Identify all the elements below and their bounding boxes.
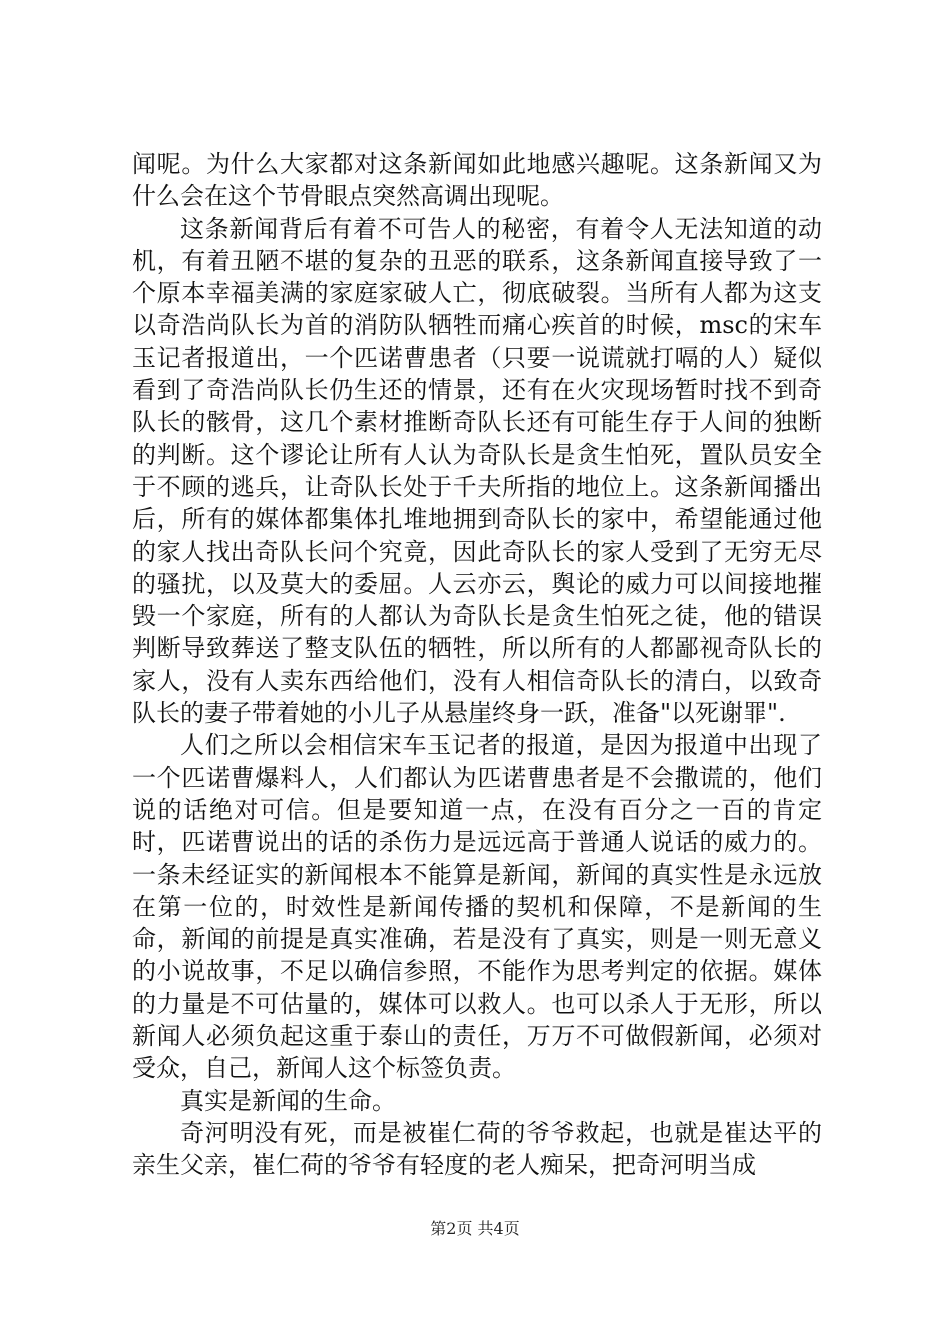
paragraph-1: 闻呢。为什么大家都对这条新闻如此地感兴趣呢。这条新闻又为什么会在这个节骨眼点突然高调出现呢。: [132, 150, 822, 211]
paragraph-5: 奇河明没有死，而是被崔仁荷的爷爷救起，也就是崔达平的亲生父亲，崔仁荷的爷爷有轻度的老人痴呆，把奇河明当成: [132, 1118, 822, 1180]
paragraph-4: 真实是新闻的生命。: [180, 1086, 396, 1115]
page-number-footer: 第2页 共4页: [430, 1219, 520, 1238]
paragraph-2: 这条新闻背后有着不可告人的秘密，有着令人无法知道的动机，有着丑陋不堪的复杂的丑恶的联系，这条新闻直接导致了一个原本幸福美满的家庭家破人亡，彻底破裂。当所有人都为这支以奇浩尚队长为首的消防队牺牲而痛心疾首的时候，msc的宋车玉记者报道出，一个匹诺曹患者（只要一说谎就打嗝的人）疑似看到了奇浩尚队长仍生还的情景，还有在火灾现场暂时找不到奇队长的骸骨，这几个素材推断奇队长还有可能生存于人间的独断的判断。这个谬论让所有人认为奇队长是贪生怕死，置队员安全于不顾的逃兵，让奇队长处于千夫所指的地位上。这条新闻播出后，所有的媒体都集体扎堆地拥到奇队长的家中，希望能通过他的家人找出奇队长问个究竟，因此奇队长的家人受到了无穷无尽的骚扰，以及莫大的委屈。人云亦云，舆论的威力可以间接地摧毁一个家庭，所有的人都认为奇队长是贪生怕死之徒，他的错误判断导致葬送了整支队伍的牺牲，所以所有的人都鄙视奇队长的家人，没有人卖东西给他们，没有人相信奇队长的清白，以致奇队长的妻子带着她的小儿子从悬崖终身一跃，准备"以死谢罪".: [132, 214, 822, 728]
paragraph-3: 人们之所以会相信宋车玉记者的报道，是因为报道中出现了一个匹诺曹爆料人，人们都认为匹诺曹患者是不会撒谎的，他们说的话绝对可信。但是要知道一点，在没有百分之一百的肯定时，匹诺曹说出的话的杀伤力是远远高于普通人说话的威力的。一条未经证实的新闻根本不能算是新闻，新闻的真实性是永远放在第一位的，时效性是新闻传播的契机和保障，不是新闻的生命，新闻的前提是真实准确，若是没有了真实，则是一则无意义的小说故事，不足以确信参照，不能作为思考判定的依据。媒体的力量是不可估量的，媒体可以救人。也可以杀人于无形，所以新闻人必须负起这重于泰山的责任，万万不可做假新闻，必须对受众，自己，新闻人这个标签负责。: [132, 731, 822, 1083]
body-text: [132, 148, 822, 1182]
